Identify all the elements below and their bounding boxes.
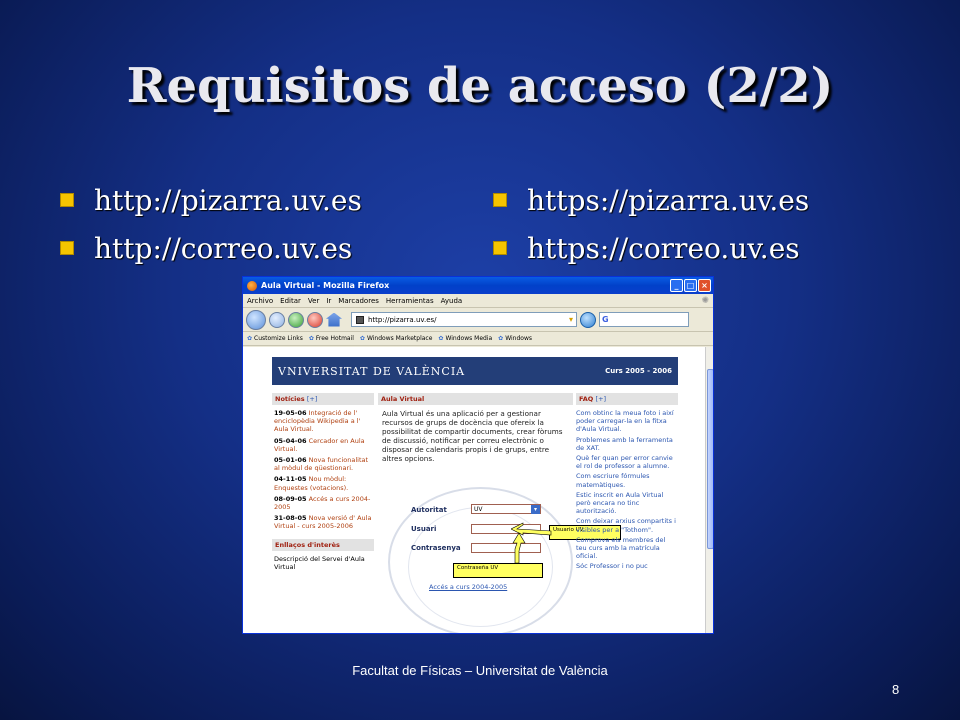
chevron-down-icon: ▾ [531, 505, 540, 514]
news-item[interactable]: 08-09-05 Accés a curs 2004-2005 [274, 494, 371, 512]
news-item[interactable]: 19-05-06 Integració de l' enciclopèdia Wikipedia a l' Aula Virtual. [274, 409, 361, 434]
uv-logo[interactable]: VNIVERSITAT DE VALÈNCIA [278, 364, 466, 378]
window-buttons [670, 279, 713, 292]
forward-button[interactable] [269, 312, 285, 328]
acces-curs-link[interactable]: Accés a curs 2004-2005 [429, 583, 508, 591]
link-windows[interactable]: ✿ Windows [498, 335, 532, 342]
usuari-label: Usuari [411, 525, 437, 533]
browser-titlebar[interactable] [243, 277, 713, 294]
bullet-item [493, 224, 809, 272]
page-icon [356, 316, 364, 324]
faq-item[interactable]: Què fer quan per error canvie el rol de professor a alumne. [576, 454, 673, 471]
news-item[interactable]: 05-01-06 Nova funcionalitat al mòdul de qüestionari. [274, 456, 369, 473]
news-item[interactable]: 05-04-06 Cercador en Aula Virtual. [274, 436, 365, 453]
bullet-square-icon [493, 241, 507, 255]
slide-title: Requisitos de acceso (2/2) [126, 58, 834, 114]
url-text: http://pizarra.uv.es/ [368, 315, 437, 324]
faq-item[interactable]: Sóc Professor i no puc [576, 562, 648, 571]
faq-item[interactable]: Com deixar arxius compartits i visibles per a "Tothom". [576, 517, 676, 534]
course-year: Curs 2005 - 2006 [605, 367, 672, 375]
link-customize[interactable]: ✿ Customize Links [247, 335, 303, 342]
browser-window [242, 276, 714, 634]
menu-ver[interactable]: Ver [307, 296, 320, 305]
page-content [243, 347, 705, 634]
bullet-text: https://correo.uv.es [527, 231, 800, 265]
bullet-item [60, 224, 362, 272]
browser-title: Aula Virtual - Mozilla Firefox [261, 281, 390, 290]
stop-button[interactable] [307, 312, 323, 328]
links-toolbar [243, 332, 713, 346]
minimize-button[interactable]: _ [670, 279, 683, 292]
bullet-item [493, 176, 809, 224]
scrollbar-thumb[interactable] [707, 369, 714, 549]
search-input[interactable] [599, 312, 689, 327]
left-bullet-list [60, 176, 362, 272]
faq-more-link[interactable]: [+] [595, 395, 607, 403]
aula-description: Aula Virtual és una aplicació per a gestionar recursos de grups de docència que ofereix la possibilitat de compartir documents, crear fòrums de discussió, notificar per correu electrònic o disposar de calendaris propis i de grups, entre altres opcions. [382, 409, 563, 463]
callout-contrasena: Contraseña UV [453, 563, 543, 578]
navigation-toolbar [243, 308, 713, 332]
faq-item[interactable]: Problemes amb la ferramenta de XAT. [576, 435, 673, 452]
link-hotmail[interactable]: ✿ Free Hotmail [309, 335, 354, 342]
menu-archivo[interactable]: Archivo [247, 296, 274, 305]
back-button[interactable] [246, 310, 266, 330]
faq-column [576, 393, 678, 573]
dropdown-arrow-icon[interactable]: ▾ [568, 315, 573, 324]
links-item[interactable]: Descripció del Servei d'Aula Virtual [274, 554, 365, 571]
news-heading: Notícies [+] [272, 393, 374, 405]
firefox-icon [247, 281, 257, 291]
news-more-link[interactable]: [+] [306, 395, 318, 403]
throbber-icon: ✺ [701, 295, 709, 306]
callout-usuario: Usuario UV [549, 525, 621, 540]
news-item[interactable]: 04-11-05 Nou mòdul: Enquestes (votacions). [274, 475, 349, 492]
reload-button[interactable] [288, 312, 304, 328]
faq-item[interactable]: Estic inscrit en Aula Virtual però encara no tinc autorització. [576, 490, 664, 516]
slide-footer: Facultat de Físicas – Universitat de València [352, 663, 608, 678]
bullet-square-icon [60, 241, 74, 255]
bullet-text: https://pizarra.uv.es [527, 183, 810, 217]
menu-ayuda[interactable]: Ayuda [440, 296, 463, 305]
bullet-text: http://pizarra.uv.es [94, 183, 362, 217]
bullet-square-icon [493, 193, 507, 207]
vertical-scrollbar[interactable] [705, 347, 714, 634]
bullet-text: http://correo.uv.es [94, 231, 353, 265]
menu-herramientas[interactable]: Herramientas [385, 296, 434, 305]
bullet-item [60, 176, 362, 224]
autoritat-select[interactable]: UV ▾ [471, 504, 541, 514]
contrasenya-label: Contrasenya [411, 544, 461, 552]
go-button[interactable] [580, 312, 596, 328]
menu-ir[interactable]: Ir [326, 296, 332, 305]
callout-arrows [511, 519, 557, 569]
uv-header [272, 357, 678, 385]
menu-bar [243, 294, 713, 308]
faq-item[interactable]: Com obtinc la meua foto i així poder carregar-la en la fitxa d'Aula Virtual. [576, 409, 674, 434]
news-item[interactable]: 31-08-05 Nova versió d' Aula Virtual - curs 2005-2006 [274, 514, 372, 531]
links-heading: Enllaços d'interès [272, 539, 374, 551]
menu-editar[interactable]: Editar [280, 296, 301, 305]
login-column [378, 393, 573, 463]
page-number: 8 [892, 682, 900, 697]
close-button[interactable]: × [698, 279, 711, 292]
url-bar[interactable] [351, 312, 577, 327]
aula-heading: Aula Virtual [378, 393, 573, 405]
link-marketplace[interactable]: ✿ Windows Marketplace [360, 335, 433, 342]
home-button[interactable] [326, 313, 342, 327]
faq-heading: FAQ [+] [576, 393, 678, 405]
news-column [272, 393, 374, 574]
maximize-button[interactable]: □ [684, 279, 697, 292]
faq-item[interactable]: Comprova els membres del teu curs amb la matrícula oficial. [576, 535, 666, 561]
bullet-square-icon [60, 193, 74, 207]
autoritat-label: Autoritat [411, 506, 447, 514]
link-windows-media[interactable]: ✿ Windows Media [438, 335, 492, 342]
google-icon: G [602, 315, 609, 324]
menu-marcadores[interactable]: Marcadores [338, 296, 379, 305]
faq-item[interactable]: Com escriure fórmules matemàtiques. [576, 472, 650, 489]
right-bullet-list [493, 176, 809, 272]
